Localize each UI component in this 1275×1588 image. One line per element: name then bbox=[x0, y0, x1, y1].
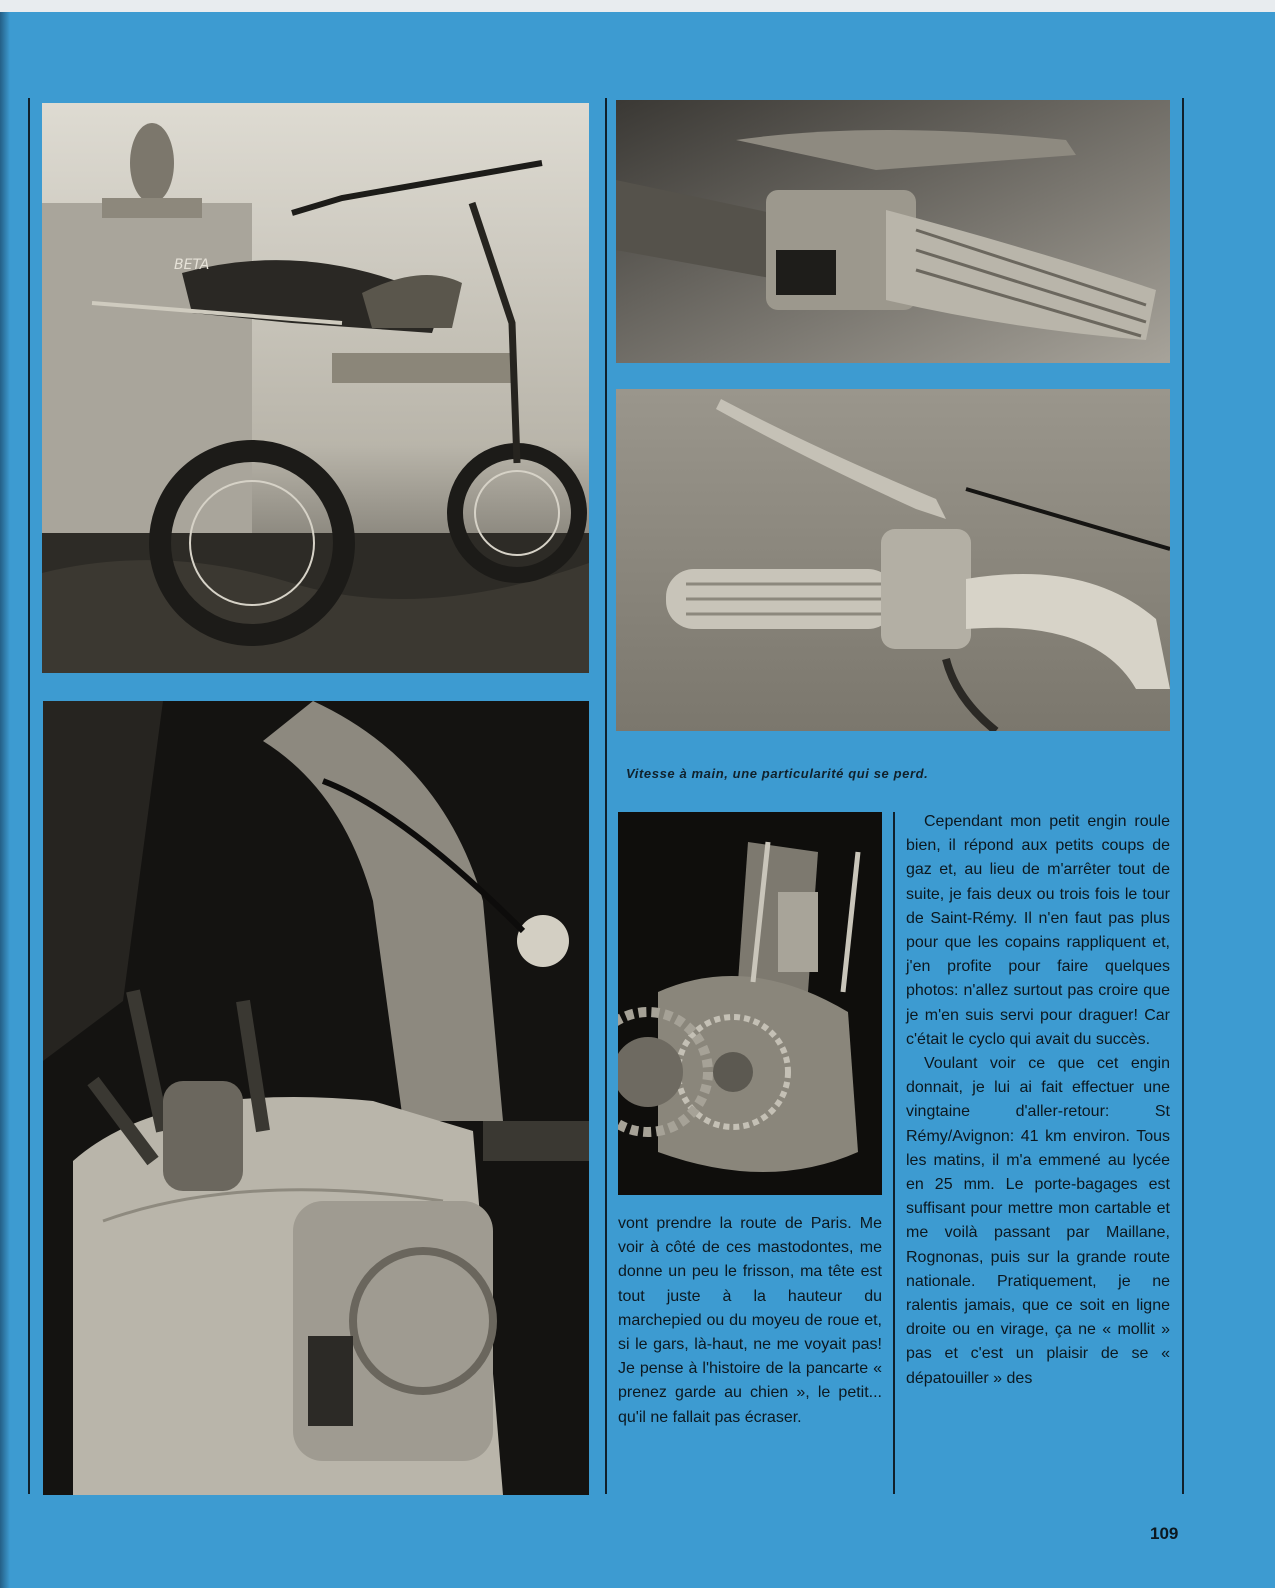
paragraph-right-1: Cependant mon petit engin roule bien, il répond aux petits coups de gaz et, au lieu de m'arrêter tout de suite, je fais deux ou trois fois le tour de Saint-Rémy. Il n'en faut pas plus pour que les copains rappliquent et, j'en profite pour faire quelques photos: n'allez surtout pas croire que je m'en suis servi pour draguer! Car c'était le cyclo qui avait du succès. bbox=[906, 813, 1170, 1048]
text-column-middle bbox=[618, 1212, 882, 1430]
left-margin-rule bbox=[28, 98, 30, 1494]
paragraph-middle: vont prendre la route de Paris. Me voir à côté de ces mastodontes, me donne un peu le frisson, ma tête est tout juste à la hauteur du marchepied ou du moyeu de roue et, si le gars, là-haut, ne me voyait pas! Je pense à l'histoire de la pancarte « prenez garde au chien », le petit... qu'il ne fallait pas écraser. bbox=[618, 1215, 882, 1426]
photo-caption: Vitesse à main, une particularité qui se perd. bbox=[626, 766, 929, 781]
paragraph-right-2: Voulant voir ce que cet engin donnait, je lui ai fait effectuer une vingtaine d'aller-retour: St Rémy/Avignon: 41 km environ. Tous les matins, il m'a emmené au lycée en 25 mm. Le porte-bagages est suffisant pour mettre mon cartable et me voilà passant par Maillane, Rognonas, puis sur la grande route nationale. Pratiquement, je ne ralentis jamais, que ce soit en ligne droite ou en virage, ça ne « mollit » pas et c'est un plaisir de se « dépatouiller » des bbox=[906, 1055, 1170, 1387]
right-margin-rule bbox=[1182, 98, 1184, 1494]
photo-crankcase bbox=[618, 812, 882, 1195]
brand-label: BETA bbox=[174, 257, 210, 273]
text-column-right bbox=[906, 810, 1170, 1391]
text-column-rule bbox=[893, 812, 895, 1494]
photo-engine bbox=[43, 701, 589, 1495]
page-number: 109 bbox=[1150, 1524, 1179, 1543]
photo-moped bbox=[42, 103, 589, 673]
photo-gear-change-grip bbox=[616, 389, 1170, 731]
photo-handlebar-grip bbox=[616, 100, 1170, 363]
center-column-rule bbox=[605, 98, 607, 1494]
page-top-edge bbox=[0, 0, 1275, 12]
page-binding-shadow bbox=[0, 12, 10, 1588]
